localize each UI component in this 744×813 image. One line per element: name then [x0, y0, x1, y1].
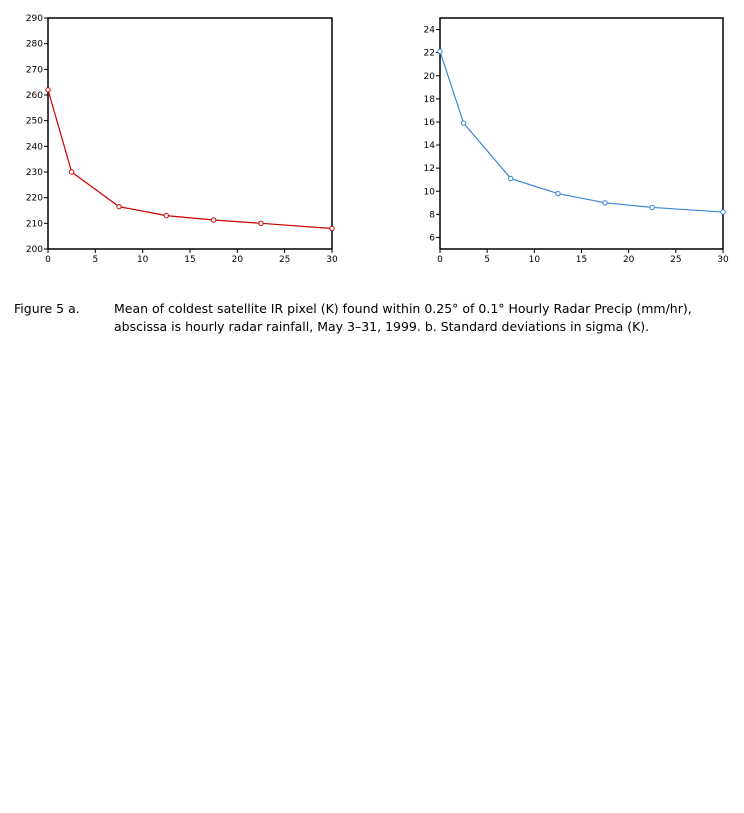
- chart-a-frame: [48, 18, 332, 249]
- caption-body: Mean of coldest satellite IR pixel (K) found within 0.25° of 0.1° Hourly Radar Precip (mm/hr), abscissa is hourly radar rainfall, May 3–31, 1999. b. Standard deviations in sigma (K).: [114, 301, 692, 334]
- chart-b-ytick-label: 10: [423, 187, 435, 198]
- chart-b-xtick-label: 10: [528, 255, 541, 265]
- chart-b-xtick-label: 0: [437, 255, 443, 265]
- chart-a-data-point: [211, 218, 215, 222]
- chart-a-ytick-label: 210: [25, 219, 43, 230]
- chart-b-frame: [440, 18, 723, 249]
- chart-b-xtick-label: 5: [484, 255, 491, 265]
- chart-b-xtick-label: 30: [717, 255, 729, 265]
- chart-a-ytick-label: 260: [25, 91, 43, 101]
- figure-caption: [14, 300, 734, 336]
- figure-charts: [0, 0, 744, 290]
- chart-b-data-point: [461, 121, 465, 125]
- chart-a-xtick-label: 0: [45, 255, 51, 265]
- chart-a-xtick-label: 30: [326, 255, 338, 265]
- chart-b-data-point: [603, 201, 607, 205]
- chart-b-data-point: [556, 191, 560, 195]
- chart-b-ytick-label: 14: [423, 141, 435, 152]
- chart-a-data-point: [117, 204, 121, 208]
- chart-a-data-point: [259, 221, 263, 225]
- chart-b-ytick-label: 8: [429, 210, 435, 221]
- chart-a-xtick-label: 20: [231, 255, 244, 265]
- chart-a-data-point: [164, 213, 168, 217]
- chart-b-xtick-label: 25: [670, 255, 682, 265]
- chart-b-ytick-label: 12: [423, 164, 435, 175]
- chart-b-data-point: [650, 205, 654, 209]
- chart-a: [26, 14, 338, 265]
- chart-a-ytick-label: 240: [25, 142, 43, 153]
- chart-b-series-line: [440, 51, 723, 212]
- chart-b-xtick-label: 15: [575, 255, 588, 265]
- chart-b-ytick-label: 6: [429, 233, 435, 244]
- caption-lead: Figure 5 a.: [14, 301, 80, 316]
- chart-b-xtick-label: 20: [622, 255, 635, 265]
- chart-a-xtick-label: 10: [136, 255, 149, 265]
- chart-a-ytick-label: 270: [25, 65, 43, 76]
- chart-b-data-point: [721, 210, 725, 214]
- chart-a-data-point: [46, 88, 50, 92]
- chart-b-ytick-label: 24: [423, 25, 435, 36]
- chart-a-ytick-label: 220: [25, 193, 43, 204]
- chart-b: [424, 18, 729, 265]
- chart-a-ytick-label: 230: [25, 168, 43, 178]
- chart-b-ytick-label: 18: [423, 94, 435, 105]
- chart-a-ytick-label: 250: [25, 116, 43, 127]
- chart-a-data-point: [330, 226, 334, 230]
- chart-a-data-point: [69, 170, 73, 174]
- chart-b-data-point: [438, 49, 442, 53]
- chart-a-xtick-label: 5: [92, 255, 99, 265]
- chart-a-series-line: [48, 90, 332, 229]
- chart-a-ytick-label: 200: [25, 245, 43, 255]
- chart-b-data-point: [509, 176, 513, 180]
- chart-a-ytick-label: 290: [25, 14, 43, 24]
- chart-a-xtick-label: 15: [184, 255, 196, 265]
- chart-b-ytick-label: 16: [423, 117, 435, 128]
- chart-b-ytick-label: 20: [423, 71, 435, 82]
- chart-a-ytick-label: 280: [25, 39, 43, 50]
- chart-b-ytick-label: 22: [423, 48, 435, 59]
- chart-a-xtick-label: 25: [278, 255, 291, 265]
